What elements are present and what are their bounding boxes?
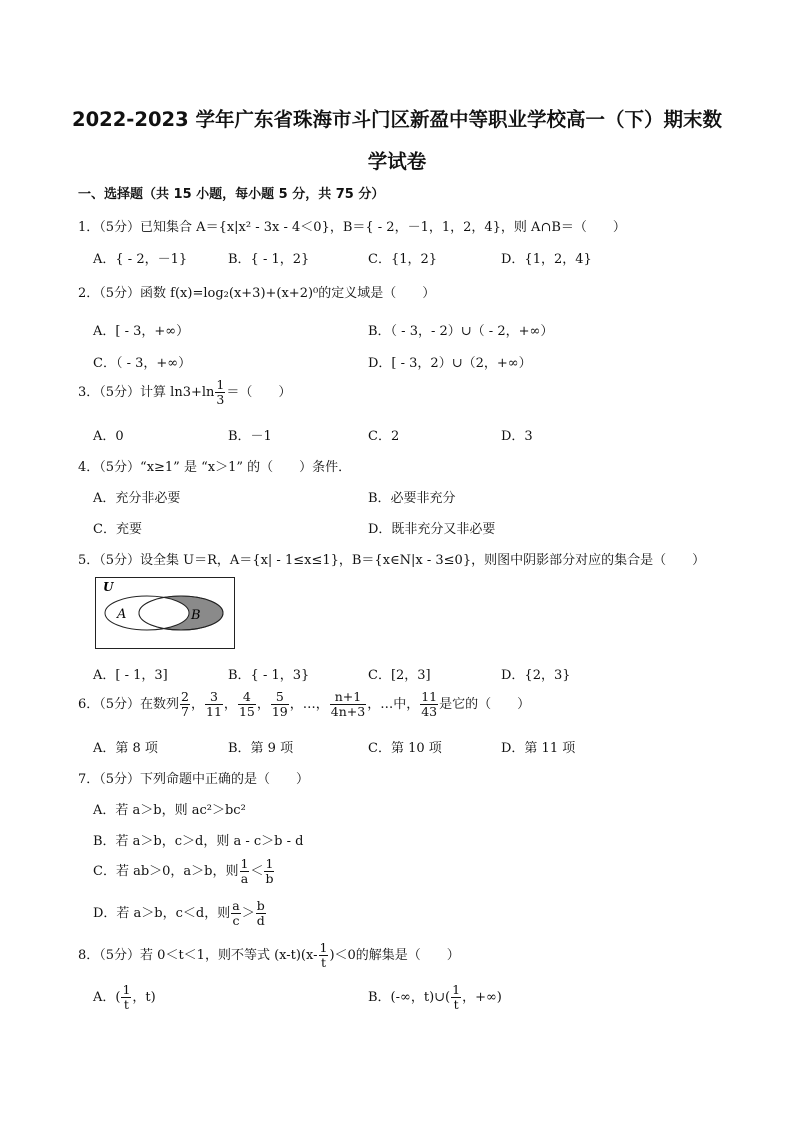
q6-term-1-den: 7 xyxy=(181,704,189,719)
q4-option-c: C．充要 xyxy=(93,522,142,537)
q6-term-4 xyxy=(271,690,289,719)
q7-option-b: B．若 a＞b，c＞d，则 a - c＞b - d xyxy=(93,834,304,849)
question-4-stem: 4．（5分）“x≥1” 是 “x＞1” 的（ ）条件． xyxy=(78,460,352,475)
question-8-stem xyxy=(78,941,460,970)
q5-option-d: D．{2，3} xyxy=(501,668,571,683)
q8-stem-frac xyxy=(319,941,329,970)
q7c-frac-2 xyxy=(264,857,274,886)
q6-term-1 xyxy=(180,690,190,719)
q8a-pre: A．( xyxy=(93,990,121,1005)
q3-option-b: B．－1 xyxy=(228,429,272,444)
q7d-d2: d xyxy=(256,913,265,928)
q8b-frac xyxy=(451,983,461,1012)
q4-option-d: D．既非充分又非必要 xyxy=(368,522,496,537)
q6-term-3-den: 15 xyxy=(238,704,255,719)
q3-option-c: C．2 xyxy=(368,429,400,444)
q3-stem-post: ＝（ ） xyxy=(226,385,292,400)
q6-target-den: 43 xyxy=(421,704,438,719)
q2-option-d: D．[ - 3，2）∪（2，+∞） xyxy=(368,356,532,371)
q6-ellipsis: ，…， xyxy=(289,697,329,712)
q5-option-b: B．{ - 1，3} xyxy=(228,668,310,683)
question-3-stem xyxy=(78,378,291,407)
q7d-pre: D．若 a＞b，c＜d，则 xyxy=(93,906,231,921)
q6-term-2 xyxy=(205,690,223,719)
q2-option-c: C．（ - 3，+∞） xyxy=(93,356,192,371)
q8a-post: ，t) xyxy=(132,990,156,1005)
q8-option-a xyxy=(93,983,156,1012)
q8-stem-pre: 8．（5分）若 0＜t＜1，则不等式 (x-t)(x- xyxy=(78,948,318,963)
q2-option-b: B．（ - 3，- 2）∪（ - 2，+∞） xyxy=(368,324,554,339)
q6-post: 是它的（ ） xyxy=(439,697,531,712)
q2-option-a: A．[ - 3，+∞） xyxy=(93,324,190,339)
q7c-d1: a xyxy=(240,871,249,886)
q8-option-b xyxy=(368,983,502,1012)
q6-mid: ，…中， xyxy=(367,697,420,712)
venn-label-b: B xyxy=(191,608,201,623)
exam-title-line2: 学试卷 xyxy=(367,150,427,173)
q4-option-b: B．必要非充分 xyxy=(368,491,456,506)
q1-option-a: A．{ - 2，－1} xyxy=(93,252,188,267)
q1-option-b: B．{ - 1，2} xyxy=(228,252,310,267)
q6-target-num: 11 xyxy=(421,689,438,704)
venn-diagram xyxy=(95,577,235,649)
q6-term-2-num: 3 xyxy=(205,690,223,705)
q6-term-4-num: 5 xyxy=(271,690,289,705)
q3-stem-pre: 3．（5分）计算 ln3+ln xyxy=(78,385,215,400)
q6-gen-num: n+1 xyxy=(330,690,366,705)
q6-option-c: C．第 10 项 xyxy=(368,741,442,756)
q7c-n2: 1 xyxy=(265,856,274,871)
q6-pre: 6．（5分）在数列 xyxy=(78,697,180,712)
q8b-num: 1 xyxy=(452,982,461,997)
q7-option-c xyxy=(93,857,275,886)
q8a-den: t xyxy=(123,997,129,1012)
q7d-frac-2 xyxy=(256,899,266,928)
q7-option-a: A．若 a＞b，则 ac²＞bc² xyxy=(93,803,246,818)
question-5-stem: 5．（5分）设全集 U＝R，A＝{x| - 1≤x≤1}，B＝{x∈N|x - 3≤0}，则图中阴影部分对应的集合是（ ） xyxy=(78,553,706,568)
q1-option-d: D．{1，2，4} xyxy=(501,252,592,267)
q7c-d2: b xyxy=(265,871,274,886)
q7c-pre: C．若 ab＞0，a＞b，则 xyxy=(93,864,239,879)
q7d-d1: c xyxy=(232,913,240,928)
question-1-stem: 1．（5分）已知集合 A＝{x|x² - 3x - 4＜0}，B＝{ - 2，－1，1，2，4}，则 A∩B＝（ ） xyxy=(78,220,626,235)
section-header: 一、选择题（共 15 小题，每小题 5 分，共 75 分） xyxy=(78,187,385,202)
question-2-stem: 2．（5分）函数 f(x)=log₂(x+3)+(x+2)⁰的定义域是（ ） xyxy=(78,286,436,301)
venn-label-a: A xyxy=(117,607,127,622)
q7d-frac-1 xyxy=(231,899,240,928)
q7c-frac-1 xyxy=(240,857,250,886)
q6-term-4-den: 19 xyxy=(271,704,288,719)
q6-option-a: A．第 8 项 xyxy=(93,741,158,756)
q5-option-c: C．[2，3] xyxy=(368,668,431,683)
exam-title-line1: 2022-2023 学年广东省珠海市斗门区新盈中等职业学校高一（下）期末数 xyxy=(72,108,722,131)
q8-stem-num: 1 xyxy=(319,940,328,955)
q3-option-a: A．0 xyxy=(93,429,124,444)
question-6-stem: 6．（5分）在数列 $\frac{2}{7}$ ， $\frac{3}{11}$ ， $\frac{4}{15}$ ， $\frac{5}{19}$ ，…， $\frac{n+1}{4n+3}$ ，…中， $\frac{11}{43}$ 是它的（ ） xyxy=(78,689,531,719)
q6-term-1-num: 2 xyxy=(181,689,189,704)
question-7-stem: 7．（5分）下列命题中正确的是（ ） xyxy=(78,772,310,787)
q6-general-term xyxy=(330,690,366,719)
q8-stem-den: t xyxy=(320,955,326,970)
q8-stem-post: )＜0的解集是（ ） xyxy=(329,948,460,963)
venn-label-u: U xyxy=(103,580,114,594)
q8b-pre: B．(-∞，t)∪( xyxy=(368,990,451,1005)
q8a-frac xyxy=(121,983,131,1012)
q8b-den: t xyxy=(453,997,459,1012)
q3-fraction xyxy=(215,378,225,407)
q6-term-3 xyxy=(238,690,256,719)
q7d-n2: b xyxy=(256,898,265,913)
q7d-n1: a xyxy=(232,898,240,913)
q7d-mid: ＞ xyxy=(241,906,255,921)
q3-frac-den: 3 xyxy=(216,392,225,407)
q6-target-term xyxy=(420,690,438,719)
q7c-mid: ＜ xyxy=(250,864,264,879)
q8a-num: 1 xyxy=(122,982,131,997)
q7c-n1: 1 xyxy=(240,856,249,871)
q6-term-2-den: 11 xyxy=(206,704,222,719)
q6-option-b: B．第 9 项 xyxy=(228,741,294,756)
q1-option-c: C．{1，2} xyxy=(368,252,438,267)
q5-option-a: A．[ - 1，3] xyxy=(93,668,168,683)
q6-gen-den: 4n+3 xyxy=(330,704,366,719)
q6-option-d: D．第 11 项 xyxy=(501,741,576,756)
q8b-post: ，+∞) xyxy=(462,990,502,1005)
q6-term-3-num: 4 xyxy=(238,690,256,705)
q3-option-d: D．3 xyxy=(501,429,533,444)
q7-option-d xyxy=(93,899,267,928)
q3-frac-num: 1 xyxy=(216,377,225,392)
q4-option-a: A．充分非必要 xyxy=(93,491,181,506)
